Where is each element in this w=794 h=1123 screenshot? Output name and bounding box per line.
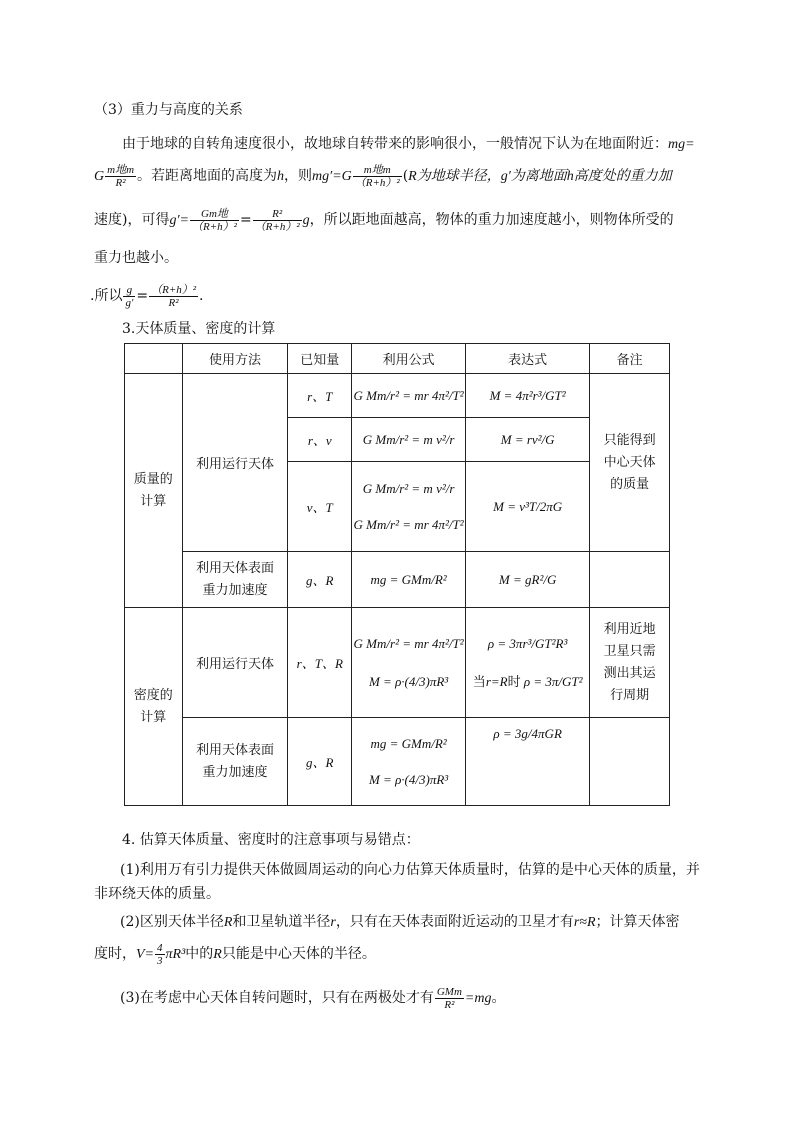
method-cell: 利用天体表面 重力加速度 (182, 718, 288, 806)
formula-cell: G Mm/r² = mr 4π²/T² (352, 374, 466, 418)
fraction: $\frac{\text{R²}}{\text{（R+h）²}}$ (254, 207, 300, 233)
expression-cell: M = 4π²r³/GT² (466, 374, 590, 418)
paragraph-line-4: 重力也越小。 (94, 250, 178, 266)
table-header (125, 344, 183, 374)
paragraph-line-2: G $\frac{\text{m地m}}{\text{R²}}$ 。若距离地面的高度为h，则mg′=G $\frac{\text{m地m}}{\text{（R+h）²}}$ (R为地球半径，g′为离地面h高度处的重力加 (94, 163, 672, 189)
method-cell: 利用运行天体 (182, 608, 288, 718)
ratio-line: .所以 $\frac{g}{g'}$ = $\frac{\text{（R+h）²}}{\text{R²}}$ . (90, 283, 204, 309)
method-cell: 利用运行天体 (182, 374, 288, 552)
table-header: 已知量 (288, 344, 352, 374)
table-header: 表达式 (466, 344, 590, 374)
fraction: $\frac{\text{m地m}}{\text{（R+h）²}}$ (354, 163, 400, 189)
paragraph-line-3: 速度)，可得g′= $\frac{\text{Gm地}}{\text{（R+h）²}}$ = $\frac{\text{R²}}{\text{（R+h）²}}$ g，所以距地面越高，物体的重力加速度越小，则物体所受的 (94, 207, 674, 233)
expression-cell: ρ = 3πr³/GT²R³ 当r=R时 ρ = 3π/GT² (466, 608, 590, 718)
expression-cell: M = v³T/2πG (466, 462, 590, 552)
formula-cell: G Mm/r² = mr 4π²/T² M = ρ·(4/3)πR³ (352, 608, 466, 718)
known-cell: g、R (288, 552, 352, 608)
formula-cell: G Mm/r² = m v²/r G Mm/r² = mr 4π²/T² (352, 462, 466, 552)
formula-cell: G Mm/r² = m v²/r (352, 418, 466, 462)
fraction: $\frac{\text{（R+h）²}}{\text{R²}}$ (151, 283, 197, 309)
note-cell: 利用近地 卫星只需 测出其运 行周期 (590, 608, 670, 718)
expression-cell: ρ = 3g/4πGR (466, 718, 590, 806)
fraction: $\frac{g}{g'}$ (125, 283, 134, 309)
mass-density-table (124, 343, 670, 806)
expression-cell: M = gR²/G (466, 552, 590, 608)
known-cell: r、T (288, 374, 352, 418)
known-cell: r、T、R (288, 608, 352, 718)
heading-mass-density: 3.天体质量、密度的计算 (122, 321, 276, 337)
expression-cell: M = rv²/G (466, 418, 590, 462)
heading-notes: 4. 估算天体质量、密度时的注意事项与易错点： (122, 832, 420, 848)
row-label-density: 密度的 计算 (125, 608, 183, 806)
table-header: 使用方法 (182, 344, 288, 374)
table-header: 利用公式 (352, 344, 466, 374)
fraction: $\frac{\text{Gm地}}{\text{（R+h）²}}$ (191, 207, 237, 233)
note-3: (3)在考虑中心天体自转问题时，只有在两极处才有 $\frac{\text{GMm}}{\text{R²}}$ =mg。 (120, 985, 506, 1011)
known-cell: r、v (288, 418, 352, 462)
note-2: (2)区别天体半径R和卫星轨道半径r，只有在天体表面附近运动的卫星才有r≈R；计算天体密 (120, 914, 680, 930)
fraction: $\frac{\text{m地m}}{\text{R²}}$ (107, 163, 135, 189)
note-1: (1)利用万有引力提供天体做圆周运动的向心力估算天体质量时，估算的是中心天体的质量，并 (120, 862, 700, 878)
note-cell: 只能得到 中心天体 的质量 (590, 374, 670, 552)
known-cell: v、T (288, 462, 352, 552)
paragraph-line-1: 由于地球的自转角速度很小，故地球自转带来的影响很小，一般情况下认为在地面附近：mg= (122, 136, 695, 152)
formula-cell: mg = GMm/R² M = ρ·(4/3)πR³ (352, 718, 466, 806)
method-cell: 利用天体表面 重力加速度 (182, 552, 288, 608)
row-label-mass: 质量的 计算 (125, 374, 183, 608)
note-2-cont: 度时，V= $\frac{4}{3}$ πR³中的R只能是中心天体的半径。 (94, 941, 376, 967)
fraction: $\frac{\text{GMm}}{\text{R²}}$ (436, 985, 462, 1011)
heading-gravity-height: （3）重力与高度的关系 (94, 102, 243, 118)
known-cell: g、R (288, 718, 352, 806)
note-1-cont: 非环绕天体的质量。 (94, 886, 220, 902)
formula-cell: mg = GMm/R² (352, 552, 466, 608)
note-cell (590, 718, 670, 806)
table-header: 备注 (590, 344, 670, 374)
note-cell (590, 552, 670, 608)
fraction: $\frac{4}{3}$ (157, 941, 163, 967)
